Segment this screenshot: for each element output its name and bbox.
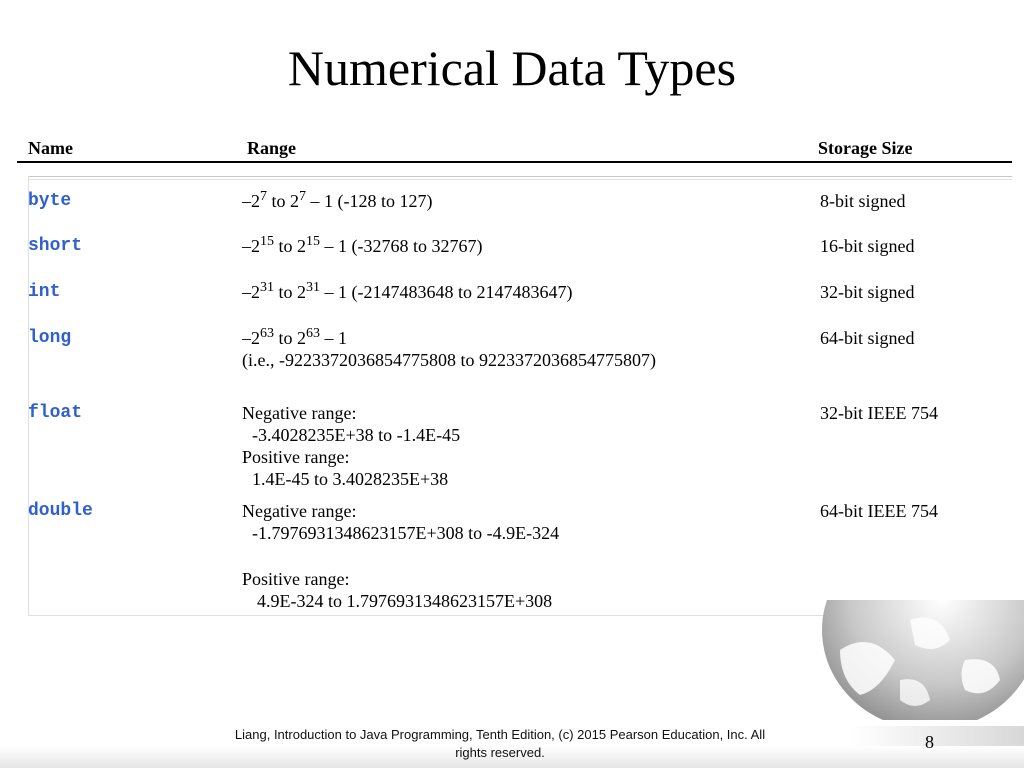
range-int <box>242 281 573 303</box>
globe-icon <box>800 600 1024 720</box>
storage-short: 16-bit signed <box>820 236 915 256</box>
range-double-neg-label: Negative range: <box>242 501 357 521</box>
header-rule <box>17 161 1012 163</box>
type-name-byte: byte <box>28 191 72 211</box>
range-int-mid: to 2 <box>274 282 307 302</box>
page-number: 8 <box>925 732 934 752</box>
type-name-float: float <box>28 403 83 423</box>
range-float-neg-label: Negative range: <box>242 403 357 423</box>
range-short-neg-exp: 15 <box>260 234 274 249</box>
storage-float: 32-bit IEEE 754 <box>820 403 938 423</box>
range-long-mid: to 2 <box>274 328 307 348</box>
range-float <box>242 402 460 490</box>
range-byte-neg-exp: 7 <box>260 189 267 204</box>
range-long-neg-exp: 63 <box>260 326 274 341</box>
range-long-neg: –2 <box>242 328 260 348</box>
range-double-pos-value: 4.9E-324 to 1.7976931348623157E+308 <box>257 591 553 611</box>
header-name: Name <box>28 138 73 158</box>
header-range: Range <box>247 138 296 158</box>
slide-title: Numerical Data Types <box>287 40 737 96</box>
globe-decoration <box>800 600 1024 720</box>
range-short-mid: to 2 <box>274 236 307 256</box>
header-storage-size: Storage Size <box>818 138 913 158</box>
range-double-neg-value: -1.7976931348623157E+308 to -4.9E-324 <box>252 523 560 543</box>
range-long <box>242 327 656 371</box>
range-double-pos-label: Positive range: <box>242 569 350 589</box>
range-int-neg-exp: 31 <box>260 280 274 295</box>
table-bottom-border <box>28 615 888 616</box>
range-float-neg-value: -3.4028235E+38 to -1.4E-45 <box>252 425 461 445</box>
range-short-tail: – 1 (-32768 to 32767) <box>320 236 483 256</box>
range-byte-mid: to 2 <box>267 191 300 211</box>
type-name-short: short <box>28 236 83 256</box>
range-long-line1 <box>242 327 656 349</box>
storage-double: 64-bit IEEE 754 <box>820 501 938 521</box>
table-top-border-inner <box>28 179 1012 180</box>
type-name-double: double <box>28 501 93 521</box>
range-int-neg: –2 <box>242 282 260 302</box>
range-float-pos-value: 1.4E-45 to 3.4028235E+38 <box>252 469 449 489</box>
footer-copyright <box>200 726 800 762</box>
range-byte-neg: –2 <box>242 191 260 211</box>
page-number-bar <box>850 726 1024 746</box>
range-short-pos-exp: 15 <box>306 234 321 249</box>
range-byte <box>242 190 433 212</box>
footer-line-2: rights reserved. <box>455 745 545 760</box>
table-top-border <box>28 176 1012 177</box>
range-int-tail: – 1 (-2147483648 to 2147483647) <box>320 282 573 302</box>
type-name-long: long <box>28 328 72 348</box>
type-name-int: int <box>28 282 61 302</box>
footer-line-1: Liang, Introduction to Java Programming, Tenth Edition, (c) 2015 Pearson Education, Inc. All <box>234 727 766 742</box>
range-int-pos-exp: 31 <box>306 280 321 295</box>
range-long-tail: – 1 <box>320 328 348 348</box>
range-double <box>242 500 559 612</box>
storage-byte: 8-bit signed <box>820 191 906 211</box>
storage-long: 64-bit signed <box>820 328 915 348</box>
range-long-line2: (i.e., -9223372036854775808 to 9223372036854775807) <box>242 350 656 370</box>
range-byte-tail: – 1 (-128 to 127) <box>306 191 433 211</box>
range-short <box>242 235 483 257</box>
range-short-neg: –2 <box>242 236 260 256</box>
range-byte-pos-exp: 7 <box>299 189 307 204</box>
range-float-pos-label: Positive range: <box>242 447 350 467</box>
storage-int: 32-bit signed <box>820 282 915 302</box>
range-long-pos-exp: 63 <box>306 326 321 341</box>
